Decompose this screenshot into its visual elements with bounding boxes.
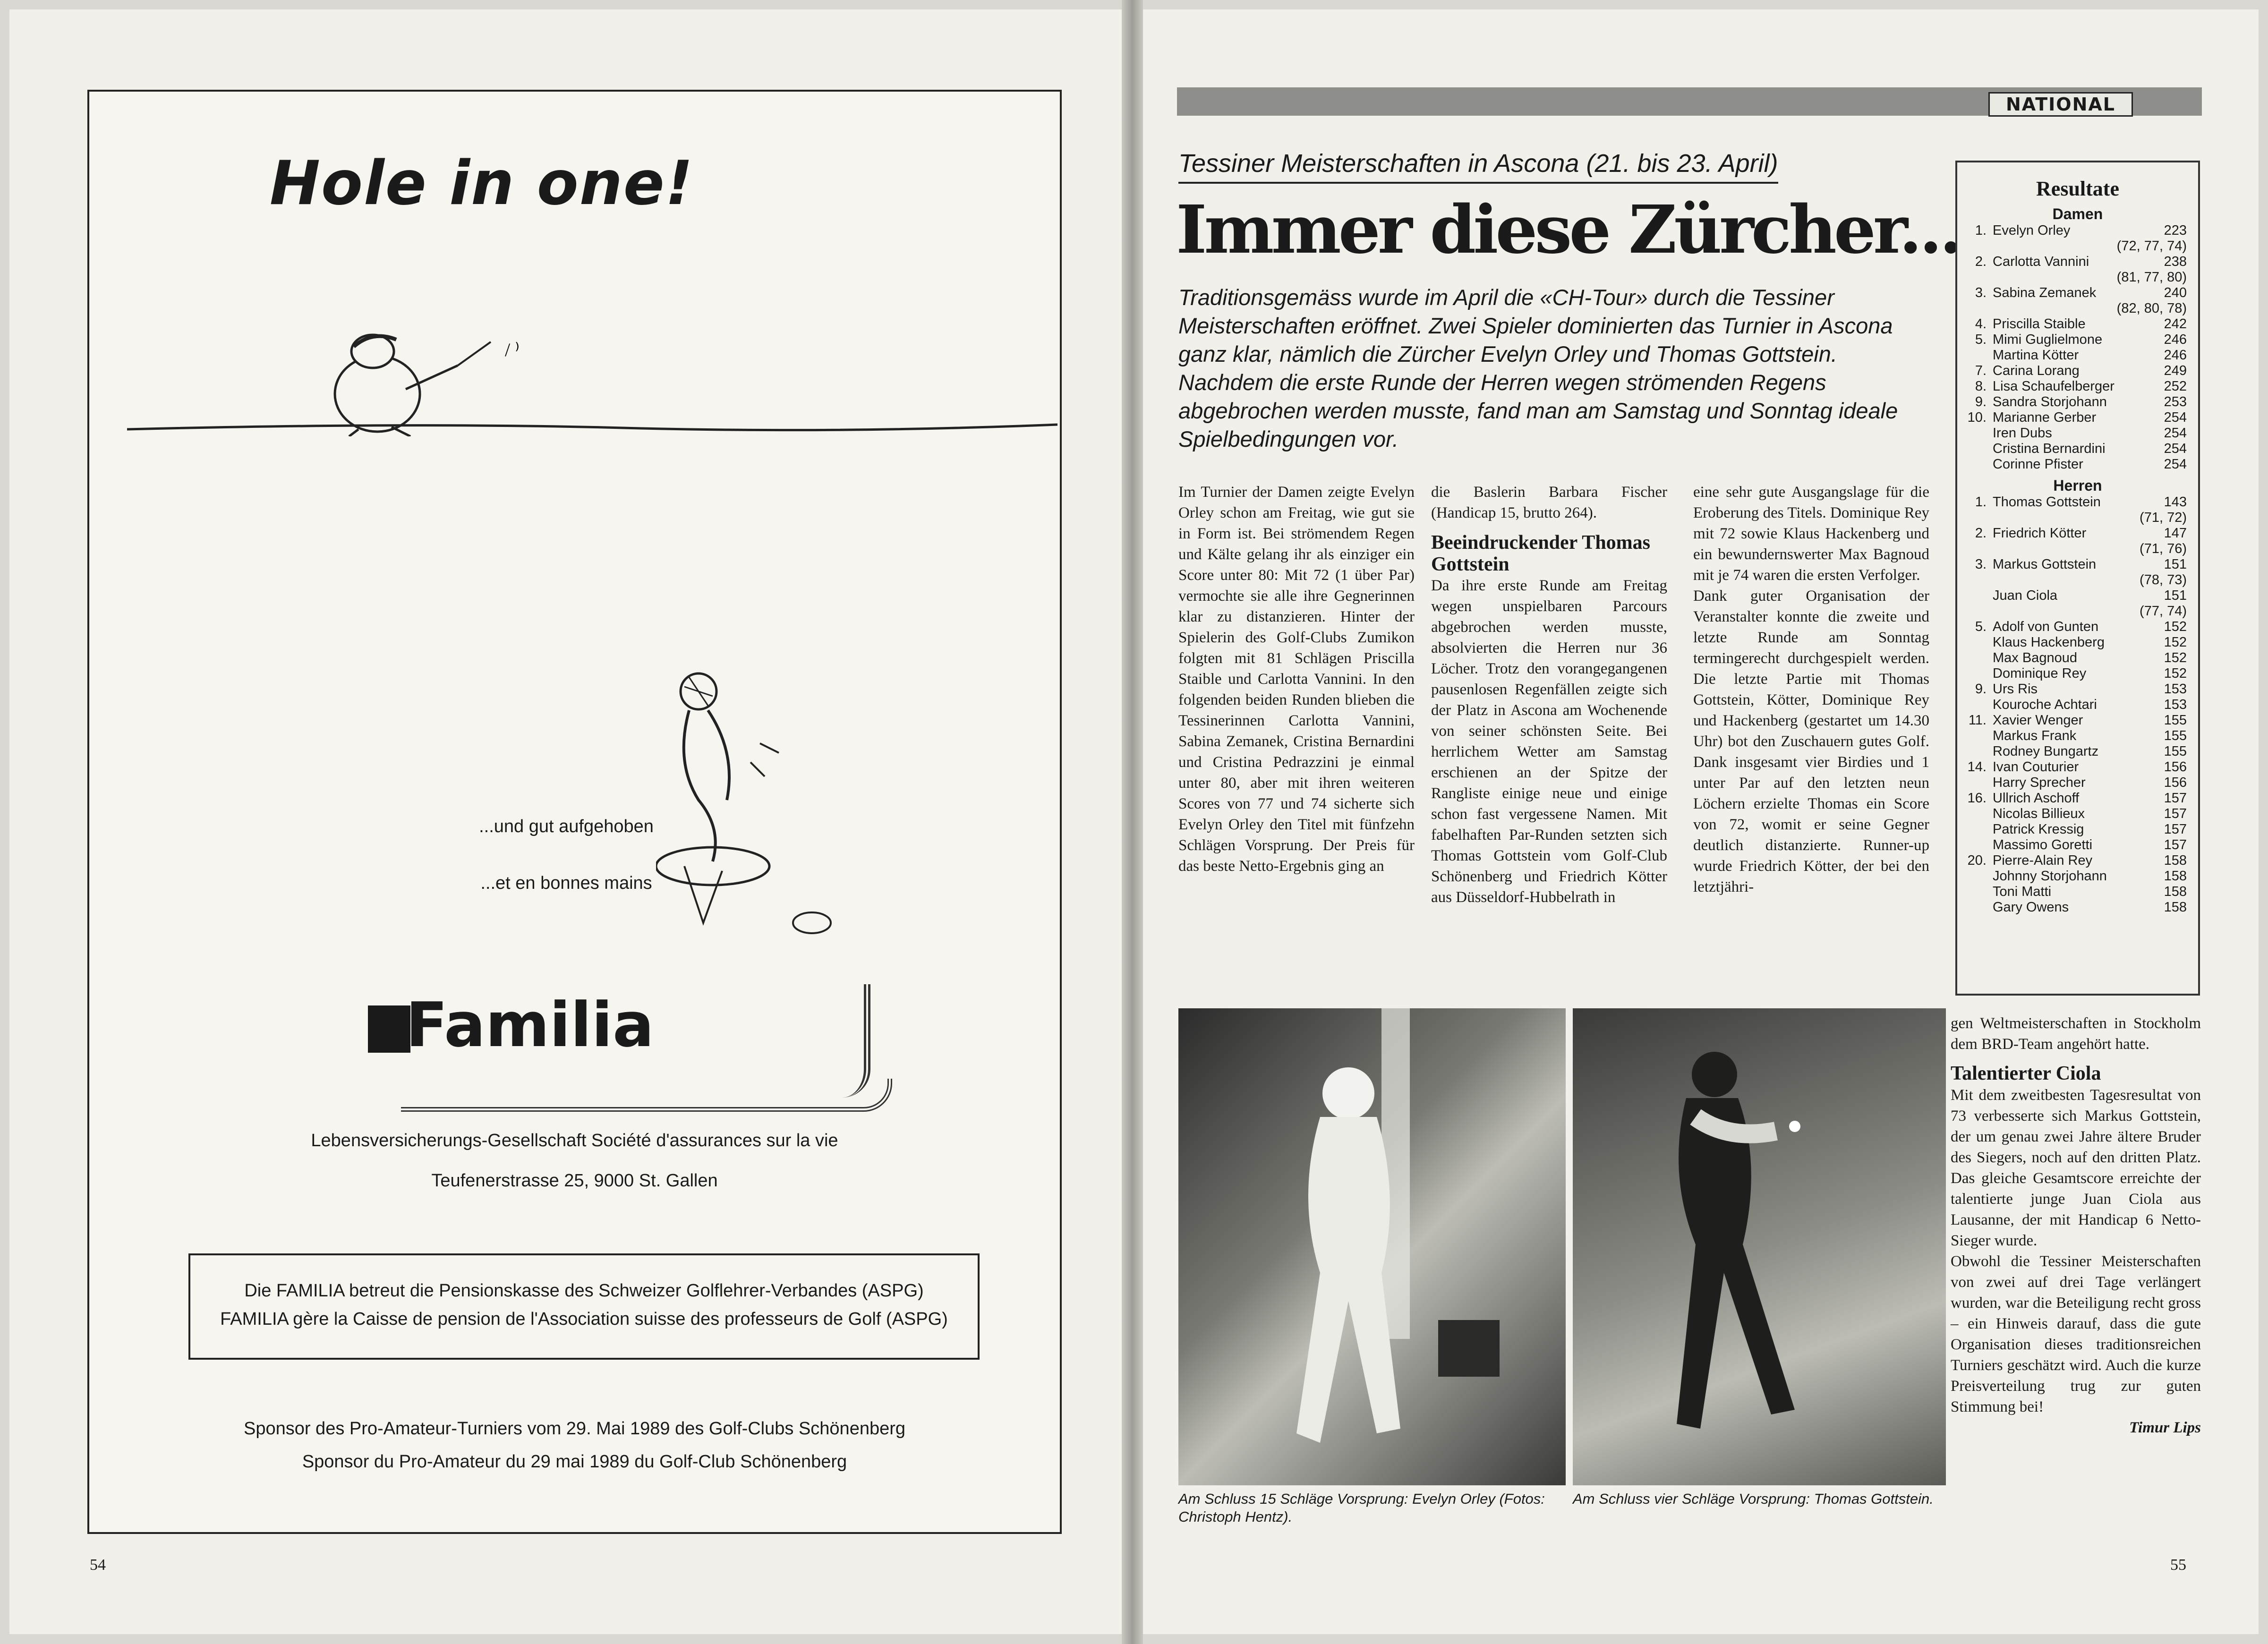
result-score: 252 [2164, 379, 2187, 394]
result-row [1957, 884, 2198, 900]
result-name: Iren Dubs [1993, 426, 2052, 441]
article-kicker: Tessiner Meisterschaften in Ascona (21. bis 23. April) [1178, 149, 1778, 178]
result-score: 155 [2164, 713, 2187, 728]
result-row [1957, 713, 2198, 728]
result-rank: 14. [1967, 759, 1987, 775]
result-row [1957, 650, 2198, 666]
result-score: 155 [2164, 744, 2187, 759]
result-row [1957, 837, 2198, 853]
result-score: 157 [2164, 791, 2187, 806]
sponsor-text-fr: Sponsor du Pro-Amateur du 29 mai 1989 du Golf-Club Schönenberg [302, 1452, 847, 1472]
pension-text-fr: FAMILIA gère la Caisse de pension de l'Association suisse des professeurs de Golf (ASPG) [220, 1309, 948, 1329]
result-score: 249 [2164, 363, 2187, 378]
column-2-intro: die Baslerin Barbara Fischer (Handicap 15, brutto 264). [1431, 484, 1667, 521]
result-round-scores: (72, 77, 74) [2116, 239, 2187, 254]
result-row [1957, 869, 2198, 884]
result-score: 246 [2164, 332, 2187, 347]
result-round-scores: (71, 72) [2140, 510, 2187, 525]
column-4-body: Mit dem zweitbesten Tagesresultat von 73 verbesserte sich Markus Gottstein, der um genau zwei Jahre ältere Bruder des Siegers, noch auf den dritten Platz. Das gleiche Gesamtscore erreichte der talentierte junge Juan Ciola aus Lausanne, der mit Handicap 6 Netto-Sieger wurde. [1951, 1087, 2201, 1249]
result-name: Urs Ris [1993, 681, 2038, 697]
result-score: 253 [2164, 394, 2187, 409]
result-row [1957, 254, 2198, 270]
result-name: Juan Ciola [1993, 588, 2058, 603]
results-title: Resultate [2036, 177, 2119, 200]
logo-swoosh-curve [826, 984, 870, 1098]
result-name: Xavier Wenger [1993, 713, 2083, 728]
golfer-cartoon-icon [127, 295, 1057, 436]
result-row [1957, 348, 2198, 363]
sponsor-text-de: Sponsor des Pro-Amateur-Turniers vom 29. Mai 1989 des Golf-Clubs Schönenberg [243, 1419, 906, 1439]
result-score: 155 [2164, 728, 2187, 743]
result-row [1957, 744, 2198, 759]
result-rank: 1. [1975, 223, 1987, 238]
golfer-in-hole-cartoon-icon [656, 658, 902, 951]
result-name: Gary Owens [1993, 900, 2069, 915]
article-author: Timur Lips [2129, 1419, 2201, 1436]
result-row [1957, 791, 2198, 806]
column-4-body-2: Obwohl die Tessiner Meisterschaften von zwei auf drei Tage verlängert wurden, war die Beteiligung recht gross – ein Hinweis darauf, dass die gute Organisation dieses traditionsreichen Turniers geschätzt wird. Auch die kurze Preisverteilung trug zur guten Stimmung bei! [1951, 1253, 2201, 1415]
result-score: 254 [2164, 441, 2187, 456]
column-3-text: eine sehr gute Ausgangslage für die Eroberung des Titels. Dominique Rey mit 72 sowie Klaus Hackenberg und ein bewundernswerter Max Bagnoud mit je 74 waren die ersten Verfolger. [1693, 484, 1929, 584]
article-headline: Immer diese Zürcher... [1176, 191, 1960, 269]
result-score: 151 [2164, 557, 2187, 572]
result-name: Sandra Storjohann [1993, 394, 2107, 409]
result-rank: 3. [1975, 557, 1987, 572]
result-row [1957, 441, 2198, 457]
result-row [1957, 363, 2198, 379]
column-1-text: Im Turnier der Damen zeigte Evelyn Orley schon am Freitag, wie gut sie in Form ist. Bei strömendem Regen und Kälte gelang ihr als einziger ein Score unter 80: Mit 72 (1 über Par) vermochte sie alle ihre Gegnerinnen klar zu distanzieren. Hinter der Spielerin des Golf-Clubs Zumikon folgten mit 81 Schlägen Priscilla Staible und Carlotta Vannini. In den folgenden beiden Runden blieben die Tessinerinnen Carlotta Vannini, Sabina Zemanek, Cristina Bernardini und Cristina Pedrazzini je einmal unter 80, aber mit ihren weiteren Scores von 77 und 74 sicherte sich Evelyn Orley den Titel mit fünfzehn Schlägen Vorsprung. Der Preis für das beste Netto-Ergebnis ging an [1178, 484, 1415, 875]
result-round-scores: (71, 76) [2140, 541, 2187, 556]
result-row [1957, 619, 2198, 635]
familia-logo: Familia [406, 989, 654, 1061]
photo-caption-2: Am Schluss vier Schläge Vorsprung: Thomas Gottstein. [1573, 1491, 1934, 1507]
result-name: Markus Gottstein [1993, 557, 2097, 572]
result-score: 157 [2164, 822, 2187, 837]
result-name: Lisa Schaufelberger [1993, 379, 2115, 394]
right-page [1143, 9, 2259, 1634]
column-4-text: gen Weltmeisterschaften in Stockholm dem BRD-Team angehört hatte. [1951, 1015, 2201, 1053]
result-score: 153 [2164, 697, 2187, 712]
result-score: 151 [2164, 588, 2187, 603]
photo-thomas-gottstein [1573, 1008, 1946, 1485]
article-column-1 [1178, 482, 1415, 877]
result-name: Harry Sprecher [1993, 775, 2086, 790]
company-address: Teufenerstrasse 25, 9000 St. Gallen [431, 1171, 718, 1191]
pension-box [188, 1253, 980, 1360]
result-round-scores: (77, 74) [2140, 604, 2187, 619]
result-rank: 2. [1975, 526, 1987, 541]
result-name: Carina Lorang [1993, 363, 2080, 378]
ad-title: Hole in one! [269, 148, 694, 219]
result-rank: 5. [1975, 332, 1987, 347]
result-rank: 2. [1975, 254, 1987, 269]
result-name: Carlotta Vannini [1993, 254, 2089, 269]
results-herren-label: Herren [2053, 477, 2102, 494]
result-rank: 5. [1975, 619, 1987, 634]
result-row [1957, 900, 2198, 915]
result-row [1957, 426, 2198, 441]
result-name: Rodney Bungartz [1993, 744, 2099, 759]
results-damen-label: Damen [2052, 205, 2103, 222]
result-rank: 9. [1975, 681, 1987, 697]
result-score: 254 [2164, 426, 2187, 441]
result-round-scores: (78, 73) [2140, 572, 2187, 588]
result-row [1957, 457, 2198, 472]
result-name: Corinne Pfister [1993, 457, 2083, 472]
result-score: 147 [2164, 526, 2187, 541]
result-rank: 11. [1968, 713, 1987, 728]
result-name: Friedrich Kötter [1993, 526, 2087, 541]
familia-emblem-icon [368, 1005, 410, 1053]
result-row [1957, 806, 2198, 822]
result-rank: 4. [1975, 316, 1987, 332]
page-number-left: 54 [90, 1556, 106, 1574]
result-rank: 1. [1975, 494, 1987, 510]
result-name: Ullrich Aschoff [1993, 791, 2080, 806]
result-row [1957, 822, 2198, 837]
result-name: Sabina Zemanek [1993, 285, 2097, 300]
result-round-scores: (82, 80, 78) [2116, 301, 2187, 316]
result-name: Adolf von Gunten [1993, 619, 2099, 634]
result-name: Patrick Kressig [1993, 822, 2084, 837]
result-name: Pierre-Alain Rey [1993, 853, 2093, 868]
result-score: 158 [2164, 900, 2187, 915]
company-line: Lebensversicherungs-Gesellschaft Société d'assurances sur la vie [311, 1131, 838, 1150]
result-name: Cristina Bernardini [1993, 441, 2106, 456]
logo-swoosh [401, 1079, 892, 1112]
result-rank: 8. [1975, 379, 1987, 394]
tagline-de: ...und gut aufgehoben [479, 817, 654, 836]
column-4-heading: Talentierter Ciola [1951, 1063, 2101, 1084]
article-column-2 [1431, 482, 1667, 908]
result-rank: 9. [1975, 394, 1987, 409]
result-name: Markus Frank [1993, 728, 2077, 743]
result-name: Martina Kötter [1993, 348, 2079, 363]
golfer-photo-silhouette [1178, 1008, 1566, 1485]
result-score: 158 [2164, 884, 2187, 899]
result-name: Klaus Hackenberg [1993, 635, 2105, 650]
result-score: 242 [2164, 316, 2187, 332]
result-name: Massimo Goretti [1993, 837, 2093, 852]
kicker-rule [1178, 182, 1778, 184]
result-row [1957, 526, 2198, 541]
result-name: Evelyn Orley [1993, 223, 2071, 238]
result-score: 157 [2164, 806, 2187, 821]
result-score: 152 [2164, 650, 2187, 665]
result-name: Thomas Gottstein [1993, 494, 2101, 510]
result-name: Max Bagnoud [1993, 650, 2077, 665]
result-rank: 7. [1975, 363, 1987, 378]
familia-advertisement [87, 90, 1062, 1534]
result-row [1957, 410, 2198, 426]
article-lead: Traditionsgemäss wurde im April die «CH-Tour» durch die Tessiner Meisterschaften eröffnet. Zwei Spieler dominierten das Turnier in Ascona ganz klar, nämlich die Zürcher Evelyn Orley und Thomas Gottstein. Nachdem die erste Runde der Herren wegen strömenden Regens abgebrochen werden musste, fand man am Samstag und Sonntag ideale Spielbedingungen vor. [1178, 285, 1898, 451]
result-row [1957, 379, 2198, 394]
result-row [1957, 775, 2198, 791]
result-row [1957, 681, 2198, 697]
result-score: 152 [2164, 619, 2187, 634]
result-name: Priscilla Staible [1993, 316, 2086, 332]
result-score: 152 [2164, 666, 2187, 681]
svg-text:/ ⁾: / ⁾ [505, 339, 520, 360]
result-rank: 16. [1967, 791, 1987, 806]
photo-evelyn-orley [1178, 1008, 1566, 1485]
book-gutter [1122, 0, 1143, 1644]
result-name: Marianne Gerber [1993, 410, 2097, 425]
column-2-body: Da ihre erste Runde am Freitag wegen unspielbaren Parcours abgebrochen werden musste, absolvierten die Herren nur 36 Löcher. Trotz den vorangegangenen pausenlosen Regenfällen zeigte sich der Platz in Ascona am Wochenende von seiner schönsten Seite. Bei herrlichem Wetter am Samstag erschienen an der Spitze der Rangliste einige neue und einige schon fast vergessene Namen. Mit fabelhaften Par-Runden setzten sich Thomas Gottstein vom Golf-Club Schönenberg und Friedrich Kötter aus Düsseldorf-Hubbelrath in [1431, 577, 1667, 906]
result-row [1957, 588, 2198, 604]
pension-text-de: Die FAMILIA betreut die Pensionskasse des Schweizer Golflehrer-Verbandes (ASPG) [244, 1281, 924, 1301]
result-score: 156 [2164, 775, 2187, 790]
results-damen-list [1957, 223, 2198, 472]
column-3-text-b: Dank guter Organisation der Veranstalter konnte die zweite und letzte Runde am Sonntag termingerecht durchgespielt werden. Die letzte Partie mit Thomas Gottstein, Kötter, Dominique Rey und Hackenberg (gestartet um 14.30 Uhr) bot den Zuschauern gutes Golf. Dank insgesamt vier Birdies und 1 unter Par auf den letzten neun Löchern erzielte Thomas ein Score von 72, womit er seine Gegner deutlich distanzierte. Runner-up wurde Friedrich Kötter, der bei den letztjähri- [1693, 588, 1929, 895]
result-row [1957, 635, 2198, 650]
column-2-heading: Beeindruckender Thomas Gottstein [1431, 532, 1651, 575]
result-score: 156 [2164, 759, 2187, 775]
result-rank: 3. [1975, 285, 1987, 300]
results-herren-list [1957, 494, 2198, 915]
result-row [1957, 494, 2198, 510]
result-row [1957, 223, 2198, 239]
result-score: 240 [2164, 285, 2187, 300]
result-row [1957, 316, 2198, 332]
result-rank: 10. [1967, 410, 1987, 425]
result-name: Ivan Couturier [1993, 759, 2079, 775]
result-name: Dominique Rey [1993, 666, 2087, 681]
result-score: 153 [2164, 681, 2187, 697]
result-score: 223 [2164, 223, 2187, 238]
result-name: Kouroche Achtari [1993, 697, 2097, 712]
result-row [1957, 697, 2198, 713]
result-name: Toni Matti [1993, 884, 2052, 899]
result-row [1957, 759, 2198, 775]
photo-caption-1: Am Schluss 15 Schläge Vorsprung: Evelyn Orley (Fotos: Christoph Hentz). [1178, 1491, 1545, 1525]
result-name: Johnny Storjohann [1993, 869, 2107, 884]
result-row [1957, 728, 2198, 744]
result-name: Nicolas Billieux [1993, 806, 2085, 821]
result-score: 152 [2164, 635, 2187, 650]
left-page [9, 9, 1122, 1634]
results-box [1955, 161, 2200, 996]
result-name: Mimi Guglielmone [1993, 332, 2103, 347]
result-score: 254 [2164, 457, 2187, 472]
result-score: 158 [2164, 853, 2187, 868]
result-row [1957, 853, 2198, 869]
article-column-4 [1951, 1013, 2201, 1438]
result-score: 254 [2164, 410, 2187, 425]
page-number-right: 55 [2170, 1556, 2186, 1574]
result-row [1957, 666, 2198, 681]
result-row [1957, 557, 2198, 572]
result-row [1957, 394, 2198, 410]
golfer-photo-silhouette-2 [1573, 1008, 1946, 1485]
result-score: 143 [2164, 494, 2187, 510]
result-score: 157 [2164, 837, 2187, 852]
article-column-3 [1693, 482, 1929, 897]
result-row [1957, 285, 2198, 301]
result-score: 246 [2164, 348, 2187, 363]
tagline-fr: ...et en bonnes mains [480, 873, 652, 893]
section-label: NATIONAL [1988, 92, 2133, 117]
result-score: 238 [2164, 254, 2187, 269]
result-score: 158 [2164, 869, 2187, 884]
result-round-scores: (81, 77, 80) [2116, 270, 2187, 285]
result-rank: 20. [1967, 853, 1987, 868]
result-row [1957, 332, 2198, 348]
